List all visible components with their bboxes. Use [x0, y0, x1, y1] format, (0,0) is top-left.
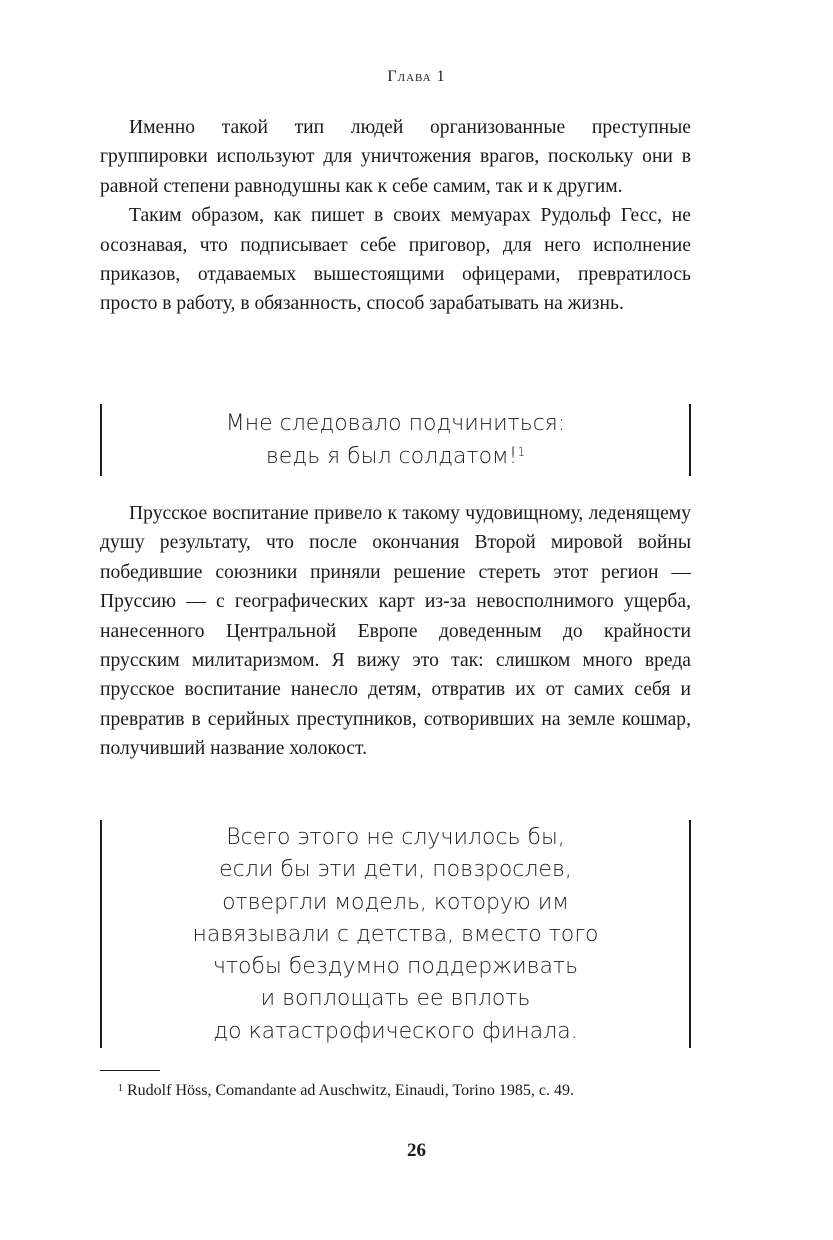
- paragraph-1: Именно такой тип людей организованные преступные группировки используют для уничтожения врагов, поскольку они в равной степени равнодушны как к себе самим, так и к другим.: [100, 117, 691, 197]
- pull-quote-1-line-1: Мне следовало подчиниться:: [225, 411, 566, 436]
- pull-quote-2-line-5: чтобы бездумно поддерживать: [212, 954, 579, 980]
- page-number: 26: [407, 1140, 426, 1161]
- pull-quote-2: [100, 820, 691, 1048]
- pull-quote-2-line-7: до катастрофического финала.: [213, 1018, 578, 1044]
- pull-quote-2-line-3: отвергли модель, которую им: [222, 889, 569, 915]
- pull-quote-1: [100, 404, 691, 476]
- pull-quote-2-line-1: Всего этого не случилось бы,: [226, 825, 565, 850]
- pull-quote-1-line-2-text: ведь я был солдатом!: [265, 444, 518, 469]
- footnote-separator: [100, 1070, 160, 1071]
- pull-quote-1-line-2: [102, 440, 689, 473]
- text-block-top: [100, 113, 691, 319]
- footnote-text: Rudolf Höss, Comandante ad Auschwitz, Einaudi, Torino 1985, с. 49.: [127, 1082, 574, 1099]
- paragraph-3: Прусское воспитание привело к такому чудовищному, леденящему душу результату, что после окончания Второй мировой войны победившие союзники приняли решение стереть этот регион — Пруссию — с географических карт из-за невосполнимого ущерба, нанесенного Центральной Европе доведенным до крайности прусским милитаризмом. Я вижу это так: слишком много вреда прусское воспитание нанесло детям, отвратив их от самих себя и превратив в серийных преступников, сотворивших на земле кошмар, получивший название холокост.: [100, 503, 691, 760]
- footnote-reference: 1: [517, 445, 526, 459]
- footnote: [118, 1080, 574, 1102]
- running-head: Глава 1: [387, 68, 446, 85]
- pull-quote-2-line-6: и воплощать ее вплоть: [260, 986, 531, 1012]
- pull-quote-2-line-4: навязывали с детства, вместо того: [192, 921, 599, 947]
- footnote-mark: 1: [118, 1083, 123, 1094]
- paragraph-2: Таким образом, как пишет в своих мемуарах Рудольф Гесс, не осознавая, что подписывает себе приговор, для него исполнение приказов, отдаваемых вышестоящими офицерами, превратилось просто в работу, в обязанность, способ зарабатывать на жизнь.: [100, 205, 691, 315]
- pull-quote-2-line-2: если бы эти дети, повзрослев,: [219, 857, 572, 883]
- text-block-middle: [100, 499, 691, 764]
